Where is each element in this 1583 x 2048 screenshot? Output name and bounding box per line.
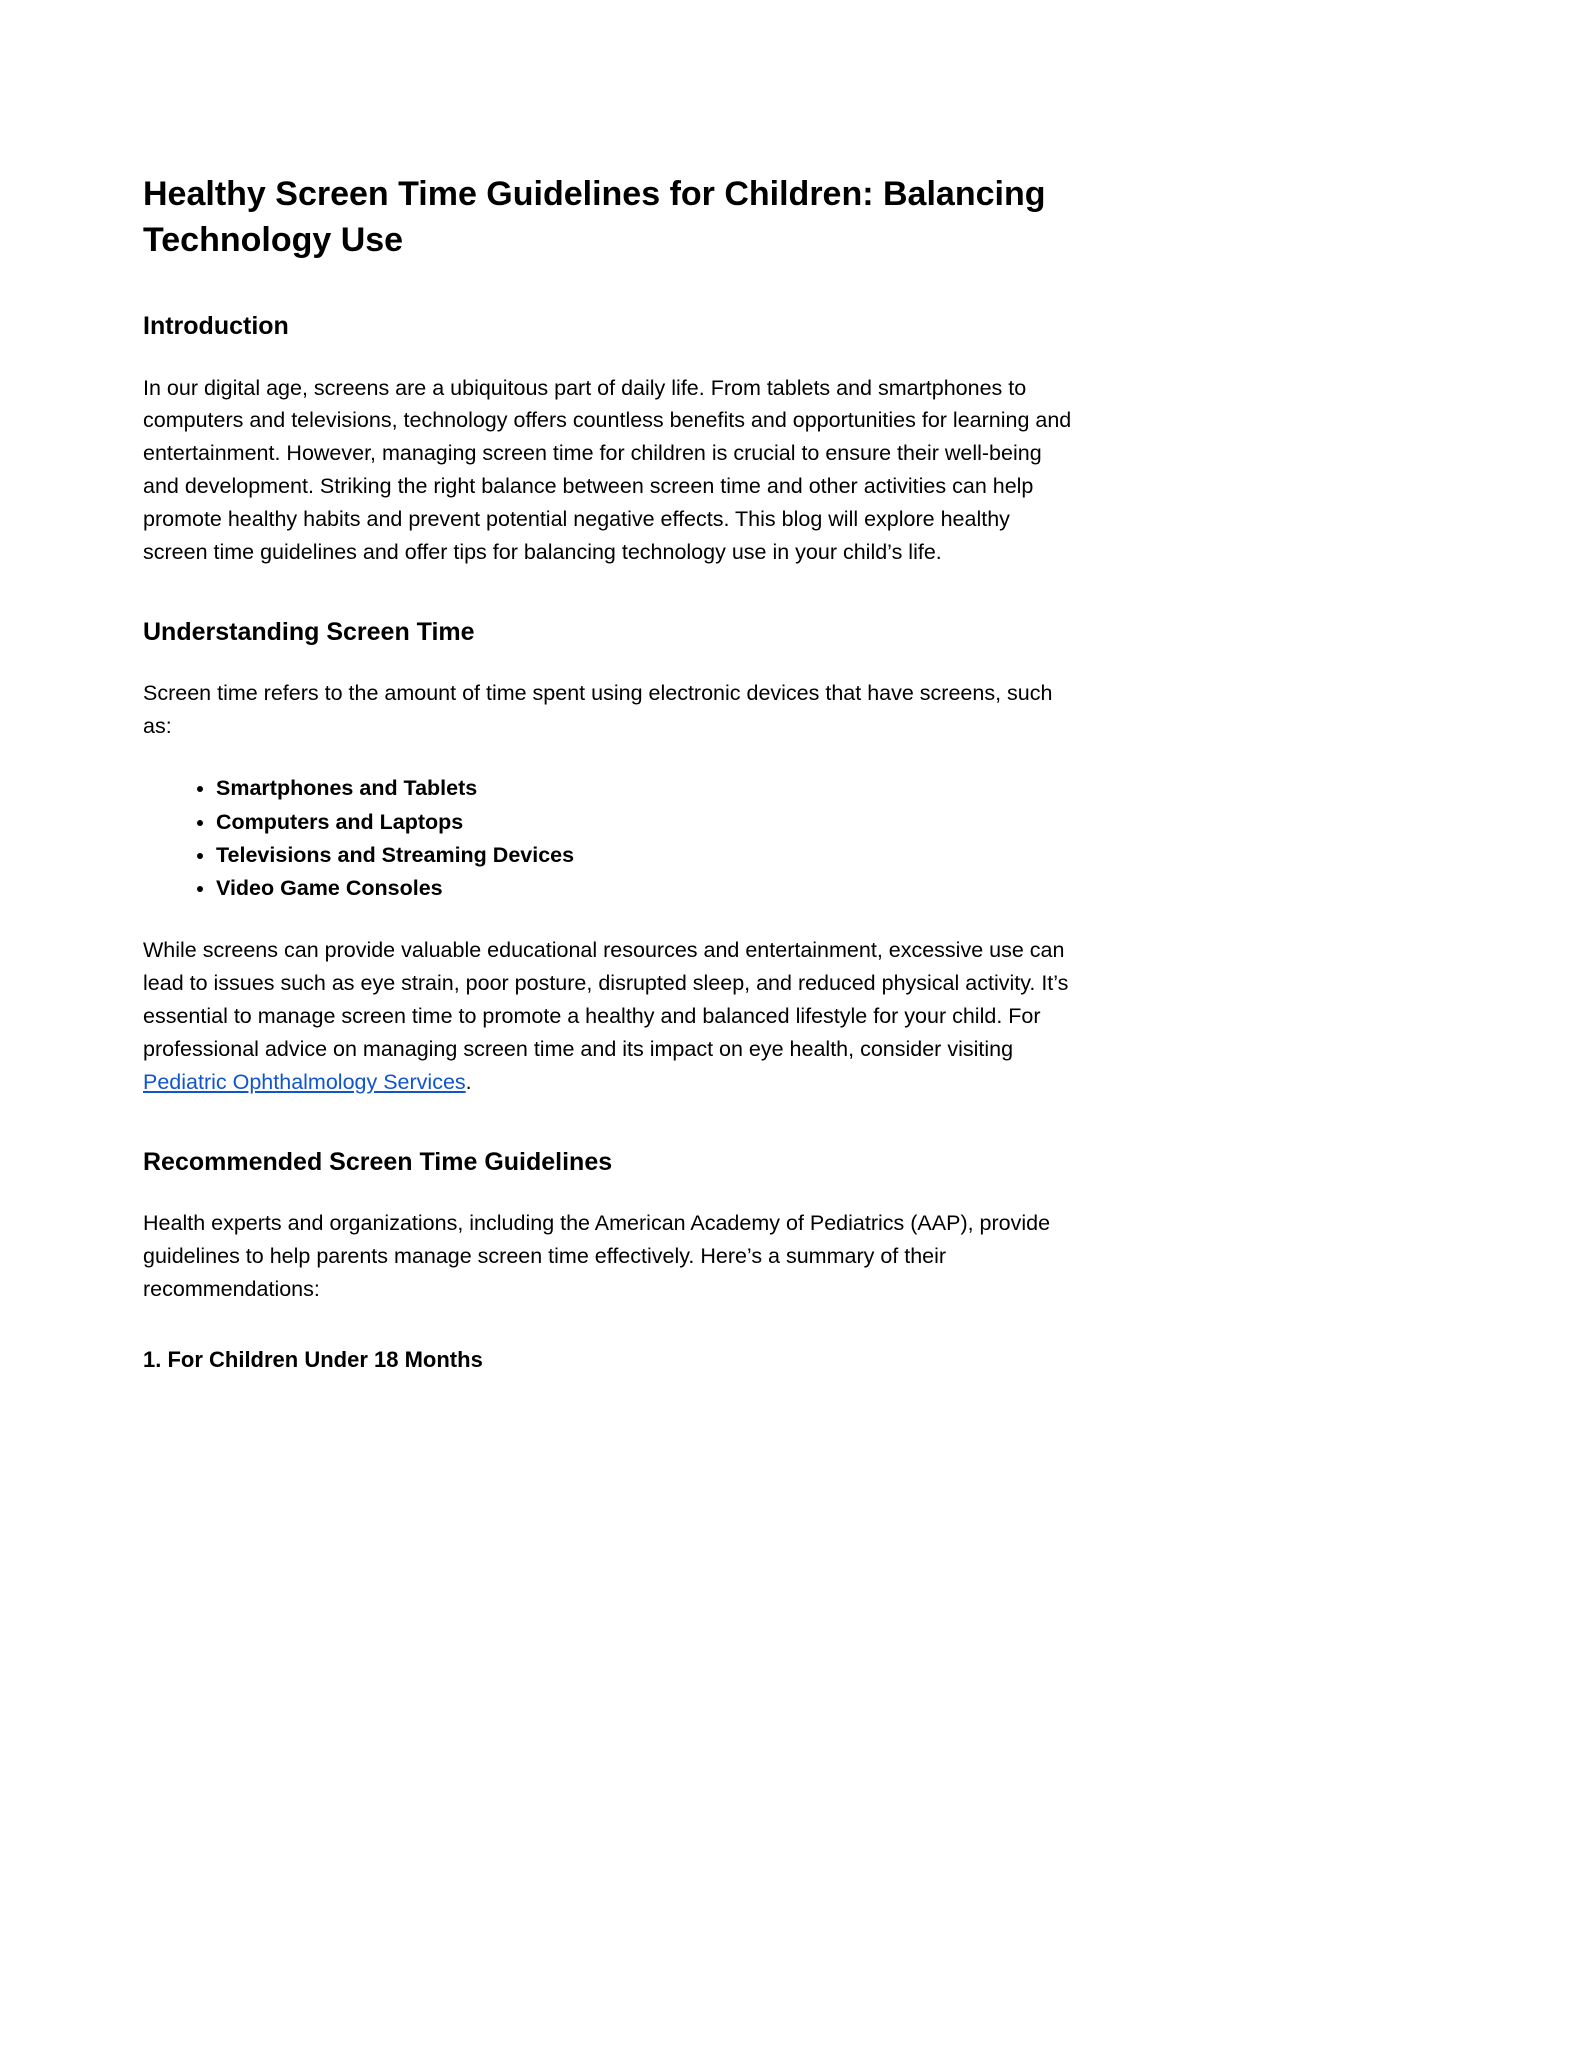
device-list: [143, 772, 1075, 905]
paragraph-screen-time-definition: Screen time refers to the amount of time spent using electronic devices that have screens, such as:: [143, 681, 1053, 739]
paragraph-health-experts: Health experts and organizations, including the American Academy of Pediatrics (AAP), provide guidelines to help parents manage screen time effectively. Here’s a summary of their recommendations:: [143, 1211, 1051, 1302]
subheading-children-under-18-months: 1. For Children Under 18 Months: [143, 1347, 483, 1373]
list-item-smartphones-tablets: • Smartphones and Tablets: [216, 772, 1075, 805]
list-item-televisions-streaming: • Televisions and Streaming Devices: [216, 839, 1075, 872]
document-title: Healthy Screen Time Guidelines for Children: Balancing Technology Use: [143, 175, 1046, 259]
document-content: [143, 172, 1075, 1376]
list-item-video-game-consoles: • Video Game Consoles: [216, 872, 1075, 905]
heading-recommended-guidelines: Recommended Screen Time Guidelines: [143, 1147, 613, 1176]
paragraph-screen-time-risks: [143, 934, 1075, 1098]
paragraph-introduction: In our digital age, screens are a ubiquitous part of daily life. From tablets and smartphones to computers and televisions, technology offers countless benefits and opportunities for learning and entertainment. However, managing screen time for children is crucial to ensure their well-being and development. Striking the right balance between screen time and other activities can help promote healthy habits and prevent potential negative effects. This blog will explore healthy screen time guidelines and offer tips for balancing technology use in your child’s life.: [143, 375, 1072, 565]
paragraph-screen-time-risks-period: .: [465, 1070, 472, 1095]
paragraph-screen-time-risks-text: While screens can provide valuable educational resources and entertainment, excessive use can lead to issues such as eye strain, poor posture, disrupted sleep, and reduced physical activity. It’s essential to manage screen time to promote a healthy and balanced lifestyle for your child. For professional advice on managing screen time and its impact on eye health, consider visiting: [143, 938, 1069, 1062]
pediatric-ophthalmology-services-link[interactable]: Pediatric Ophthalmology Services: [143, 1070, 466, 1095]
heading-introduction: Introduction: [143, 312, 289, 341]
heading-understanding-screen-time: Understanding Screen Time: [143, 617, 475, 646]
list-item-computers-laptops: • Computers and Laptops: [216, 806, 1075, 839]
